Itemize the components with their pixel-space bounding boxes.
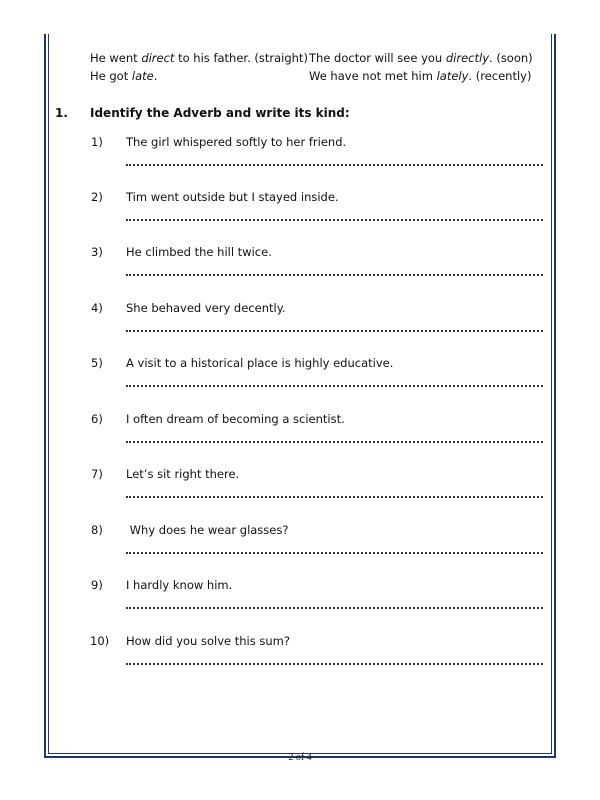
section-heading: Identify the Adverb and write its kind: <box>90 106 350 120</box>
question-text: How did you solve this sum? <box>126 634 290 648</box>
question-number: 9) <box>91 578 103 592</box>
question-4 <box>0 301 600 341</box>
example-left-1: He went direct to his father. (straight) <box>90 51 308 65</box>
section-number: 1. <box>55 106 68 120</box>
question-number: 6) <box>91 412 103 426</box>
answer-line[interactable] <box>126 274 543 276</box>
question-number: 4) <box>91 301 103 315</box>
question-2 <box>0 190 600 230</box>
question-7 <box>0 467 600 507</box>
answer-line[interactable] <box>126 607 543 609</box>
answer-line[interactable] <box>126 552 543 554</box>
question-number: 3) <box>91 245 103 259</box>
example-right-2: We have not met him lately. (recently) <box>309 69 532 83</box>
question-text: He climbed the hill twice. <box>126 245 272 259</box>
question-5 <box>0 356 600 396</box>
example-left-2: He got late. <box>90 69 158 83</box>
question-number: 8) <box>91 523 103 537</box>
answer-line[interactable] <box>126 663 543 665</box>
question-text: A visit to a historical place is highly educative. <box>126 356 394 370</box>
question-text: I hardly know him. <box>126 578 233 592</box>
question-8 <box>0 523 600 563</box>
answer-line[interactable] <box>126 441 543 443</box>
page-number: 2 of 4 <box>288 752 312 763</box>
question-number: 10) <box>90 634 110 648</box>
question-1 <box>0 135 600 175</box>
answer-line[interactable] <box>126 330 543 332</box>
answer-line[interactable] <box>126 385 543 387</box>
question-text: She behaved very decently. <box>126 301 286 315</box>
question-6 <box>0 412 600 452</box>
answer-line[interactable] <box>126 496 543 498</box>
question-3 <box>0 245 600 285</box>
question-text: Let’s sit right there. <box>126 467 240 481</box>
answer-line[interactable] <box>126 164 543 166</box>
question-number: 7) <box>91 467 103 481</box>
question-10 <box>0 634 600 674</box>
question-number: 5) <box>91 356 103 370</box>
question-text: The girl whispered softly to her friend. <box>126 135 347 149</box>
example-right-1: The doctor will see you directly. (soon) <box>309 51 533 65</box>
answer-line[interactable] <box>126 219 543 221</box>
question-text: Why does he wear glasses? <box>126 523 289 537</box>
question-text: I often dream of becoming a scientist. <box>126 412 345 426</box>
question-number: 1) <box>91 135 103 149</box>
question-9 <box>0 578 600 618</box>
question-text: Tim went outside but I stayed inside. <box>126 190 339 204</box>
question-number: 2) <box>91 190 103 204</box>
